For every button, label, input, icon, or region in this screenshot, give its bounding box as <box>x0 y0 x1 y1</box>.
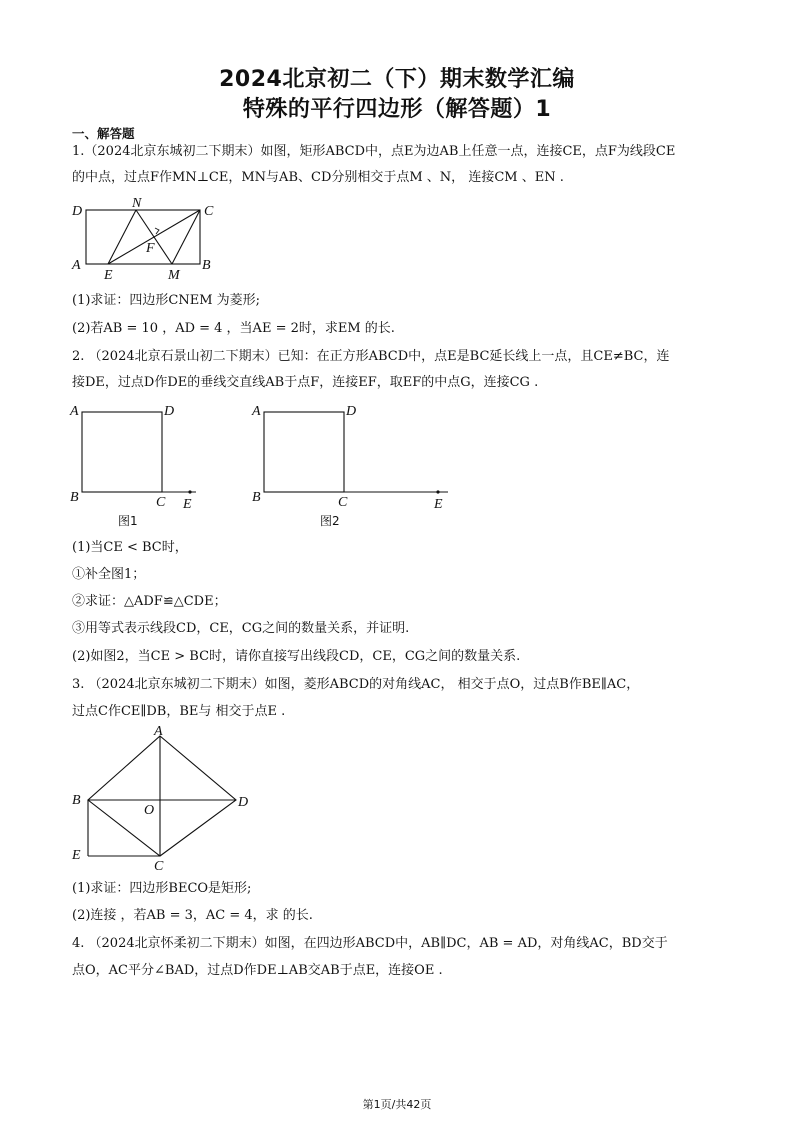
page-footer: 第1页/共42页 <box>362 1098 432 1111</box>
q2-fig2-label-D: D <box>346 404 357 419</box>
q3-text-line2: 过点C作CE∥DB，BE与 相交于点E . <box>72 704 286 719</box>
q2-fig1-point-e <box>188 490 191 493</box>
q3-text-line1: 3. （2024北京东城初二下期末）如图，菱形ABCD的对角线AC， 相交于点O，过点B作BE∥AC， <box>72 677 640 692</box>
q3-subquestion-1: (1)求证：四边形BECO是矩形; <box>72 881 252 896</box>
q1-text-line2: 的中点，过点F作MN⊥CE，MN与AB、CD分别相交于点M 、N， 连接CM 、EN . <box>72 170 564 185</box>
q1-label-C: C <box>204 204 214 219</box>
q2-fig1-label-C: C <box>156 495 166 510</box>
q2-fig2-label-C: C <box>338 495 348 510</box>
q3-label-A: A <box>154 724 163 739</box>
q2-subquestion-1c: ③用等式表示线段CD，CE，CG之间的数量关系，并证明. <box>72 621 410 636</box>
q2-figure-1 <box>66 398 216 530</box>
document-title-line2: 特殊的平行四边形（解答题）1 <box>242 97 552 122</box>
q1-subquestion-1: (1)求证：四边形CNEM 为菱形; <box>72 293 261 308</box>
q2-fig1-caption: 图1 <box>118 514 138 528</box>
q3-label-O: O <box>144 803 155 818</box>
q1-label-F: F <box>146 241 155 256</box>
q4-text-line1: 4. （2024北京怀柔初二下期末）如图，在四边形ABCD中，AB∥DC，AB = AD，对角线AC，BD交于 <box>72 936 668 951</box>
q2-fig2-label-E: E <box>434 497 443 512</box>
q2-fig1-label-A: A <box>70 404 79 419</box>
q2-subquestion-1a: ①补全图1； <box>72 567 146 582</box>
q1-figure-rectangle <box>70 196 230 286</box>
q3-figure-rhombus <box>66 724 266 872</box>
q2-fig2-label-A: A <box>252 404 261 419</box>
q2-fig1-label-B: B <box>70 490 79 505</box>
q2-fig1-label-E: E <box>183 497 192 512</box>
section-heading: 一、解答题 <box>72 126 135 141</box>
q1-label-E: E <box>104 268 113 283</box>
q3-label-D: D <box>238 795 249 810</box>
q2-fig2-caption: 图2 <box>320 514 340 528</box>
q2-subquestion-1b: ②求证：△ADF≌△CDE； <box>72 594 227 609</box>
q3-label-E: E <box>72 848 81 863</box>
q1-label-M: M <box>168 268 180 283</box>
q2-text-line2: 接DE，过点D作DE的垂线交直线AB于点F，连接EF，取EF的中点G，连接CG . <box>72 375 539 390</box>
q2-fig2-point-e <box>436 490 439 493</box>
q1-subquestion-2: (2)若AB = 10 ，AD = 4 ，当AE = 2时，求EM 的长. <box>72 321 395 336</box>
document-title-line1: 2024北京初二（下）期末数学汇编 <box>219 67 575 92</box>
q1-label-B: B <box>202 258 211 273</box>
q1-label-N: N <box>132 196 142 211</box>
q3-label-C: C <box>154 859 164 872</box>
q2-figure-2 <box>248 398 458 530</box>
q2-fig2-label-B: B <box>252 490 261 505</box>
q1-text-line1: 1.（2024北京东城初二下期末）如图，矩形ABCD中，点E为边AB上任意一点，连接CE，点F为线段CE <box>72 144 676 159</box>
q4-text-line2: 点O，AC平分∠BAD，过点D作DE⊥AB交AB于点E，连接OE . <box>72 963 443 978</box>
q1-label-D: D <box>72 204 83 219</box>
q3-subquestion-2: (2)连接 ，若AB = 3，AC = 4，求 的长. <box>72 908 313 923</box>
q2-text-line1: 2. （2024北京石景山初二下期末）已知：在正方形ABCD中，点E是BC延长线上一点，且CE≠BC，连 <box>72 349 670 364</box>
q2-fig1-label-D: D <box>164 404 175 419</box>
q1-label-A: A <box>72 258 81 273</box>
q2-subquestion-1: (1)当CE < BC时， <box>72 540 188 555</box>
q2-subquestion-2: (2)如图2，当CE > BC时，请你直接写出线段CD，CE，CG之间的数量关系. <box>72 649 521 664</box>
q3-label-B: B <box>72 793 81 808</box>
